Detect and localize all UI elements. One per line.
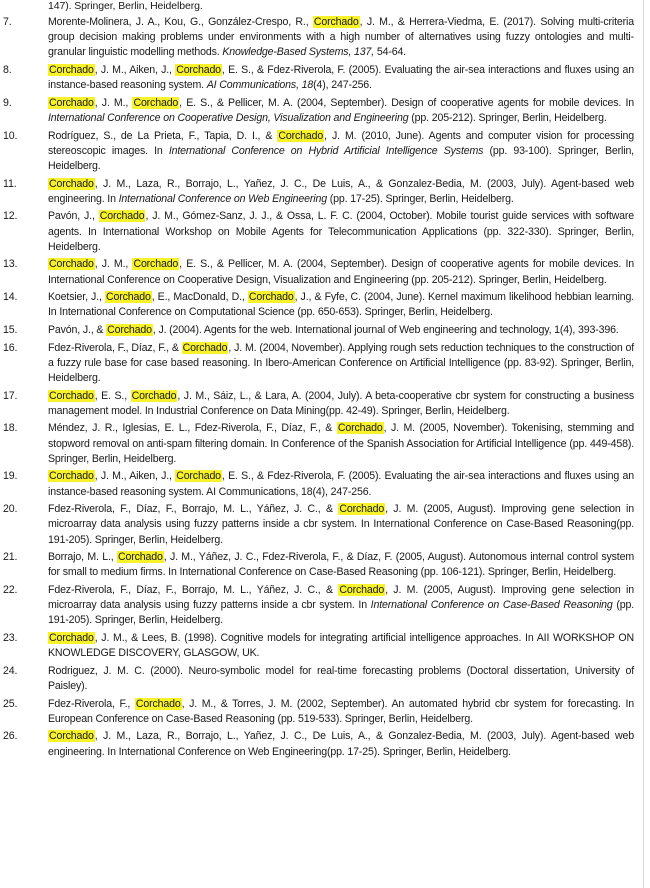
- reference-segment: Borrajo, M. L.,: [48, 551, 117, 564]
- reference-segment: , E. S., & Fdez-Riverola, F. (2005). Evaluating the air-sea interactions and fluxes using an instance-based reasoning system.: [48, 64, 635, 92]
- highlighted-author-name: Corchado: [339, 583, 385, 596]
- reference-number: 15.: [3, 323, 18, 336]
- reference-segment: , J. M. (2005, November). Tokenising, stemming and stopword removal on anti-spam filtering domain. In Conference of the Spanish Association for Artificial Intelligence (pp. 449-458). Springer, Berlin, Heidelberg.: [48, 422, 634, 465]
- highlighted-author-name: Corchado: [49, 631, 94, 644]
- reference-item: [0, 209, 638, 255]
- reference-segment: (4), 247-256.: [313, 79, 372, 92]
- reference-text: [48, 177, 634, 207]
- highlighted-author-name: Corchado: [133, 96, 179, 109]
- reference-text: [48, 257, 634, 287]
- reference-text: [48, 729, 634, 759]
- highlighted-author-name: Corchado: [248, 291, 294, 304]
- reference-item: [0, 421, 638, 467]
- highlighted-author-name: Corchado: [49, 177, 94, 190]
- reference-number: 7.: [3, 16, 12, 28]
- reference-text: [48, 697, 634, 727]
- reference-item: [0, 631, 638, 661]
- reference-segment: (pp. 17-25). Springer, Berlin, Heidelberg.: [326, 192, 514, 205]
- italic-venue: AI Communications, 18: [206, 79, 314, 92]
- reference-segment: , J. M., Yáñez, J. C., Fdez-Riverola, F., & Díaz, F. (2005, August). Autonomous internal control system for small to medium firms. In International Conference on Case-Based Reasoning (pp. 106-121). Springer, Berlin, Heidelberg.: [48, 551, 634, 579]
- highlighted-author-name: Corchado: [313, 16, 359, 28]
- reference-text: [48, 129, 634, 175]
- reference-item: [0, 290, 638, 320]
- reference-item: [0, 550, 638, 580]
- reference-number: 10.: [3, 129, 18, 142]
- reference-text: [48, 389, 634, 419]
- reference-segment: , J. M., & Torres, J. M. (2002, September). An automated hybrid cbr system for forecasting. In European Conference on Case-Based Reasoning (pp. 519-533). Springer, Berlin, Heidelberg.: [48, 697, 634, 725]
- reference-number: 13.: [3, 258, 18, 271]
- italic-venue: International Conference on Hybrid Artificial Intelligence Systems: [168, 144, 484, 157]
- reference-segment: , E. S., & Pellicer, M. A. (2004, September). Design of cooperative agents for mobile devices. In: [179, 96, 634, 109]
- reference-number: 21.: [3, 551, 18, 564]
- reference-segment: , J. M., Aiken, J.,: [94, 64, 176, 76]
- reference-text: [48, 341, 634, 387]
- reference-text: [48, 15, 634, 61]
- italic-venue: International Conference on Web Engineering: [118, 192, 327, 205]
- reference-segment: , J. M. (2005, August). Improving gene selection in microarray data analysis using fuzzy patterns inside a cbr system. In: [48, 583, 634, 612]
- reference-number: 11.: [3, 177, 17, 190]
- reference-item: [0, 583, 638, 629]
- reference-text: [48, 664, 634, 694]
- reference-number: 22.: [3, 583, 18, 596]
- reference-number: 19.: [3, 470, 18, 483]
- reference-item: [0, 502, 638, 548]
- reference-item: [0, 389, 638, 419]
- reference-segment: (pp. 93-100). Springer, Berlin, Heidelberg.: [48, 144, 634, 172]
- reference-item: [0, 341, 638, 387]
- reference-number: 20.: [3, 503, 18, 516]
- highlighted-author-name: Corchado: [182, 341, 228, 354]
- highlighted-author-name: Corchado: [107, 323, 152, 336]
- reference-item: [0, 129, 638, 175]
- highlighted-author-name: Corchado: [105, 291, 151, 304]
- reference-number: 17.: [3, 389, 18, 402]
- reference-item: [0, 15, 638, 61]
- highlighted-author-name: Corchado: [49, 389, 94, 402]
- reference-segment: Rodriguez, J. M. C. (2000). Neuro-symbolic model for real-time forecasting problems (Doctoral dissertation, University of Paisley).: [48, 664, 634, 692]
- reference-segment: Fdez-Riverola, F.,: [48, 697, 135, 710]
- reference-item: [0, 697, 638, 727]
- reference-item: [0, 469, 638, 499]
- page-edge-divider: [643, 0, 644, 888]
- reference-segment: , J. M. (2010, June). Agents and computer vision for processing stereoscopic images. In: [48, 129, 635, 157]
- reference-segment: , J. M., Aiken, J.,: [94, 470, 176, 483]
- highlighted-author-name: Corchado: [176, 470, 221, 483]
- reference-number: 23.: [3, 631, 18, 644]
- reference-number: 12.: [3, 210, 18, 223]
- reference-number: 24.: [3, 664, 18, 677]
- highlighted-author-name: Corchado: [117, 551, 163, 564]
- reference-text: [48, 290, 634, 320]
- reference-segment: Pavón, J.,: [48, 210, 99, 223]
- reference-segment: , J. M. (2005, August). Improving gene selection in microarray data analysis using fuzzy patterns inside a cbr system. In International Conference on Case-Based Reasoning(pp. 191-205). Springer, Berlin, Heidelberg.: [48, 503, 634, 546]
- reference-segment: , E., MacDonald, D.,: [151, 291, 248, 304]
- reference-number: 25.: [3, 697, 18, 710]
- reference-text: [48, 502, 634, 548]
- reference-segment: Rodríguez, S., de La Prieta, F., Tapia, D. I., &: [48, 129, 278, 142]
- reference-segment: , E. S.,: [94, 389, 131, 402]
- reference-number: 16.: [3, 341, 18, 354]
- reference-text: [48, 96, 634, 126]
- reference-segment: , J. M.,: [94, 96, 133, 109]
- highlighted-author-name: Corchado: [99, 210, 145, 223]
- reference-text: [48, 421, 634, 467]
- highlighted-author-name: Corchado: [339, 503, 385, 516]
- reference-segment: , E. S., & Fdez-Riverola, F. (2005). Evaluating the air-sea interactions and fluxes using an instance-based reasoning system. AI Communications, 18(4), 247-256.: [48, 470, 635, 498]
- reference-segment: Fdez-Riverola, F., Díaz, F., Borrajo, M. L., Yáñez, J. C., &: [48, 503, 339, 516]
- reference-segment: , J. M.,: [94, 258, 133, 271]
- continued-reference-fragment: 147). Springer, Berlin, Heidelberg.: [48, 0, 203, 12]
- highlighted-author-name: Corchado: [49, 96, 94, 109]
- reference-item: [0, 323, 638, 338]
- reference-segment: , J. M., Gómez-Sanz, J. J., & Ossa, L. F. C. (2004, October). Mobile tourist guide services with software agents. In International Workshop on Mobile Agents for Telecommunication Applications (pp. 322-330). Springer, Berlin, Heidelberg.: [48, 210, 634, 253]
- highlighted-author-name: Corchado: [49, 730, 94, 743]
- italic-venue: International Conference on Cooperative Design, Visualization and Engineering: [48, 112, 409, 124]
- reference-text: [48, 469, 634, 499]
- reference-segment: , J. M., & Lees, B. (1998). Cognitive models for integrating artificial intelligence approaches. In AII WORKSHOP ON KNOWLEDGE DISCOVERY, GLASGOW, UK.: [48, 631, 634, 660]
- reference-text: [48, 583, 634, 629]
- reference-text: [48, 323, 634, 338]
- reference-segment: (pp. 205-212). Springer, Berlin, Heidelberg.: [408, 112, 607, 124]
- reference-segment: , J. M., Laza, R., Borrajo, L., Yañez, J. C., De Luis, A., & Gonzalez-Bedia, M. (2003, July). Agent-based web engineering. In: [48, 177, 634, 205]
- reference-segment: , E. S., & Pellicer, M. A. (2004, September). Design of cooperative agents for mobile devices. In International Conference on Cooperative Design, Visualization and Engineering (pp. 205-212). Springer, Berlin, Heidelberg.: [48, 258, 634, 286]
- reference-segment: , J. M., & Herrera-Viedma, E. (2017). Solving multi-criteria group decision making problems under environments with a high number of alternatives using fuzzy ontologies and multi-granular linguistic modelling methods.: [48, 16, 634, 59]
- reference-item: [0, 664, 638, 694]
- highlighted-author-name: Corchado: [133, 258, 179, 271]
- reference-segment: Morente-Molinera, J. A., Kou, G., González-Crespo, R.,: [48, 16, 313, 28]
- reference-segment: Fdez-Riverola, F., Díaz, F., Borrajo, M. L., Yáñez, J. C., &: [48, 583, 339, 596]
- reference-segment: (pp. 191-205). Springer, Berlin, Heidelberg.: [48, 599, 634, 627]
- reference-segment: Méndez, J. R., Iglesias, E. L., Fdez-Riverola, F., Díaz, F., &: [48, 422, 337, 435]
- reference-segment: 54-64.: [374, 46, 406, 59]
- highlighted-author-name: Corchado: [337, 422, 383, 435]
- reference-segment: , J. (2004). Agents for the web. International journal of Web engineering and technology, 1(4), 393-396.: [152, 323, 619, 336]
- reference-item: [0, 257, 638, 287]
- reference-item: [0, 96, 638, 126]
- reference-segment: Fdez-Riverola, F., Díaz, F., &: [48, 341, 182, 354]
- reference-segment: Koetsier, J.,: [48, 291, 105, 304]
- italic-venue: Knowledge-Based Systems, 137,: [222, 46, 375, 59]
- reference-list: [0, 15, 638, 762]
- highlighted-author-name: Corchado: [135, 697, 181, 710]
- highlighted-author-name: Corchado: [49, 258, 94, 271]
- reference-text: [48, 63, 634, 93]
- reference-item: [0, 63, 638, 93]
- reference-item: [0, 729, 638, 759]
- italic-venue: International Conference on Case-Based Reasoning: [370, 599, 613, 612]
- reference-segment: , J. M., Laza, R., Borrajo, L., Yañez, J. C., De Luis, A., & Gonzalez-Bedia, M. (2003, July). Agent-based web engineering. In International Conference on Web Engineering(pp. 17-25). Springer, Berlin, Heidelberg.: [48, 730, 634, 758]
- reference-segment: , J. M., Sáiz, L., & Lara, A. (2004, July). A beta-cooperative cbr system for constructing a business management model. In Industrial Conference on Data Mining(pp. 42-49). Springer, Berlin, Heidelberg.: [48, 389, 634, 417]
- reference-number: 18.: [3, 422, 18, 435]
- reference-text: [48, 550, 634, 580]
- highlighted-author-name: Corchado: [131, 389, 177, 402]
- reference-segment: Pavón, J., &: [48, 323, 107, 336]
- reference-text: [48, 209, 634, 255]
- reference-number: 26.: [3, 730, 18, 743]
- reference-segment: , J., & Fyfe, C. (2004, June). Kernel maximum likelihood hebbian learning. In International Conference on Computational Science (pp. 650-653). Springer, Berlin, Heidelberg.: [48, 291, 634, 319]
- reference-number: 9.: [3, 96, 12, 109]
- reference-number: 8.: [3, 64, 12, 76]
- highlighted-author-name: Corchado: [278, 129, 324, 142]
- highlighted-author-name: Corchado: [176, 64, 221, 76]
- reference-segment: , J. M. (2004, November). Applying rough sets reduction techniques to the construction of a fuzzy rule base for case based reasoning. In Ibero-American Conference on Artificial Intelligence (pp. 83-92). Springer, Berlin, Heidelberg.: [48, 341, 635, 384]
- reference-number: 14.: [3, 291, 18, 304]
- highlighted-author-name: Corchado: [49, 64, 94, 76]
- highlighted-author-name: Corchado: [49, 470, 94, 483]
- reference-text: [48, 631, 634, 661]
- reference-item: [0, 177, 638, 207]
